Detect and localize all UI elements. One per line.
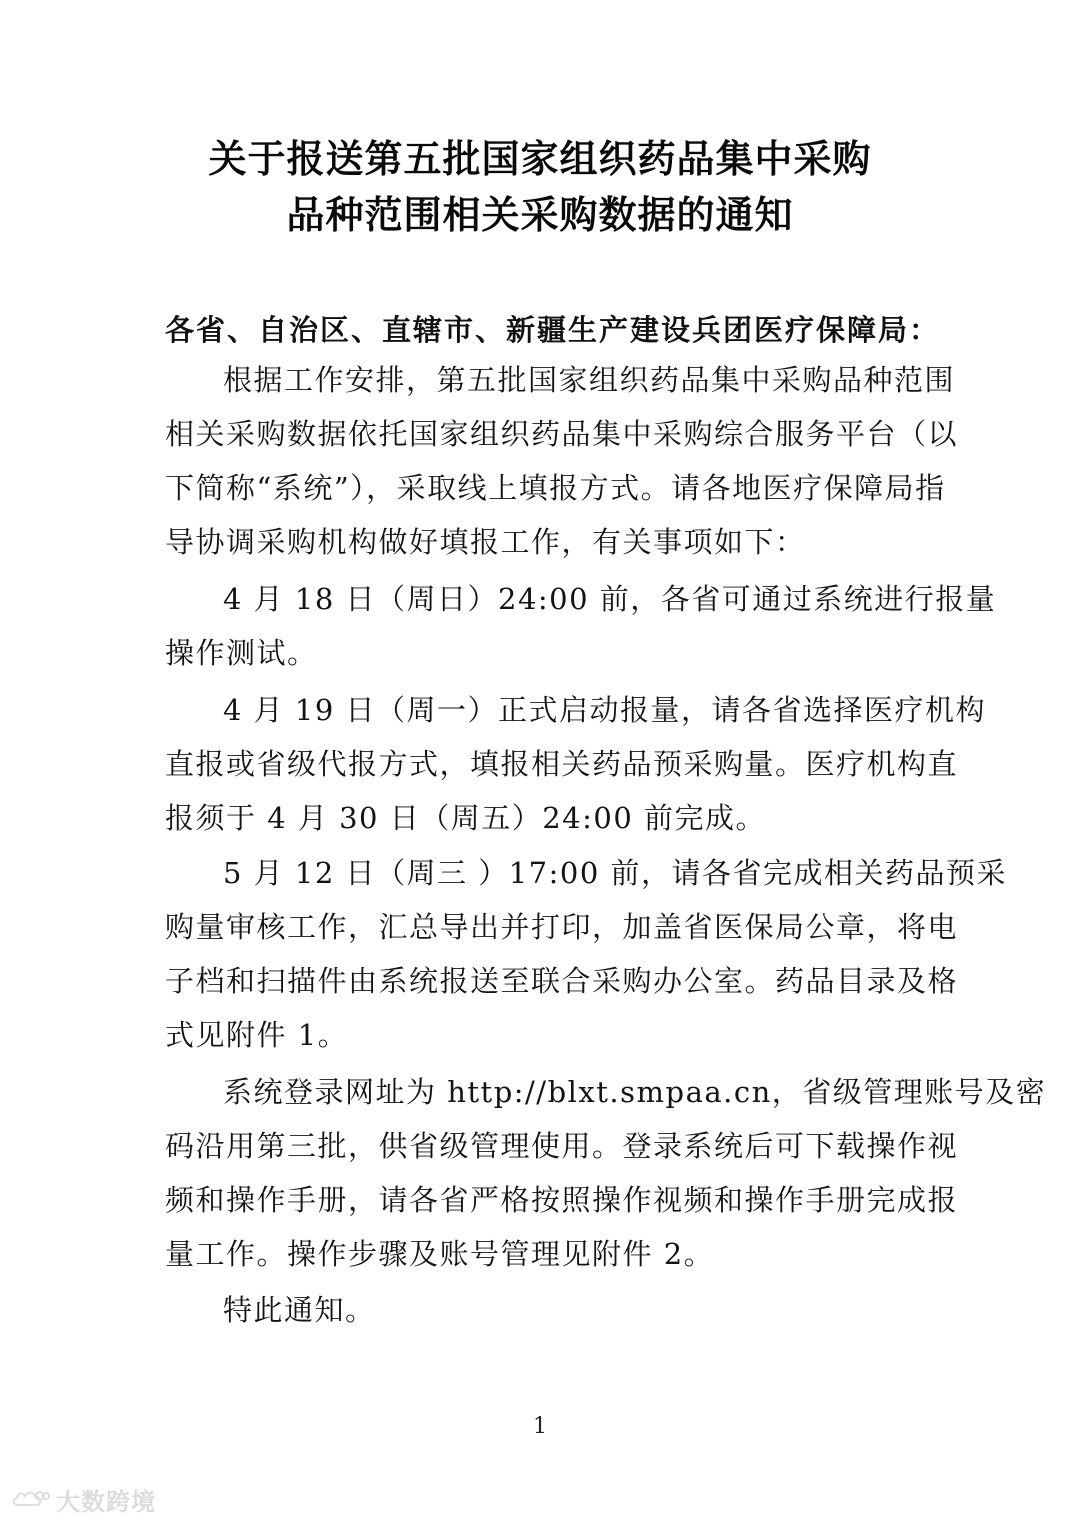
salutation: 各省、自治区、直辖市、新疆生产建设兵团医疗保障局：	[165, 313, 941, 347]
document-title-line-1: 关于报送第五批国家组织药品集中采购	[208, 136, 872, 181]
body-line: 5 月 12 日（周三 ）17:00 前，请各省完成相关药品预采	[223, 856, 1008, 890]
body-line: 4 月 18 日（周日）24:00 前，各省可通过系统进行报量	[223, 582, 997, 616]
body-line: 报须于 4 月 30 日（周五）24:00 前完成。	[165, 801, 767, 835]
body-line: 操作测试。	[165, 636, 318, 670]
body-line: 量工作。操作步骤及账号管理见附件 2。	[165, 1237, 715, 1271]
body-line: 系统登录网址为 http://blxt.smpaa.cn，省级管理账号及密	[223, 1075, 1047, 1109]
body-line: 码沿用第三批，供省级管理使用。登录系统后可下载操作视	[165, 1129, 959, 1163]
body-line: 相关采购数据依托国家组织药品集中采购综合服务平台（以	[165, 417, 959, 451]
document-title-line-2: 品种范围相关采购数据的通知	[286, 192, 794, 237]
watermark-text: 大数跨境	[56, 1487, 156, 1516]
body-line: 直报或省级代报方式，填报相关药品预采购量。医疗机构直	[165, 747, 959, 781]
closing-line: 特此通知。	[223, 1293, 376, 1327]
body-line: 4 月 19 日（周一）正式启动报量，请各省选择医疗机构	[223, 693, 987, 727]
body-line: 频和操作手册，请各省严格按照操作视频和操作手册完成报	[165, 1183, 959, 1217]
body-line: 式见附件 1。	[165, 1018, 349, 1052]
page-number: 1	[533, 1414, 547, 1439]
cloud-logo-icon	[10, 1487, 50, 1511]
watermark	[10, 1482, 156, 1516]
body-line: 导协调采购机构做好填报工作，有关事项如下：	[165, 525, 806, 559]
body-line: 下简称“系统”），采取线上填报方式。请各地医疗保障局指	[165, 471, 946, 505]
body-line: 购量审核工作，汇总导出并打印，加盖省医保局公章，将电	[165, 910, 959, 944]
body-line: 子档和扫描件由系统报送至联合采购办公室。药品目录及格	[165, 964, 959, 998]
body-line: 根据工作安排，第五批国家组织药品集中采购品种范围	[223, 363, 956, 397]
